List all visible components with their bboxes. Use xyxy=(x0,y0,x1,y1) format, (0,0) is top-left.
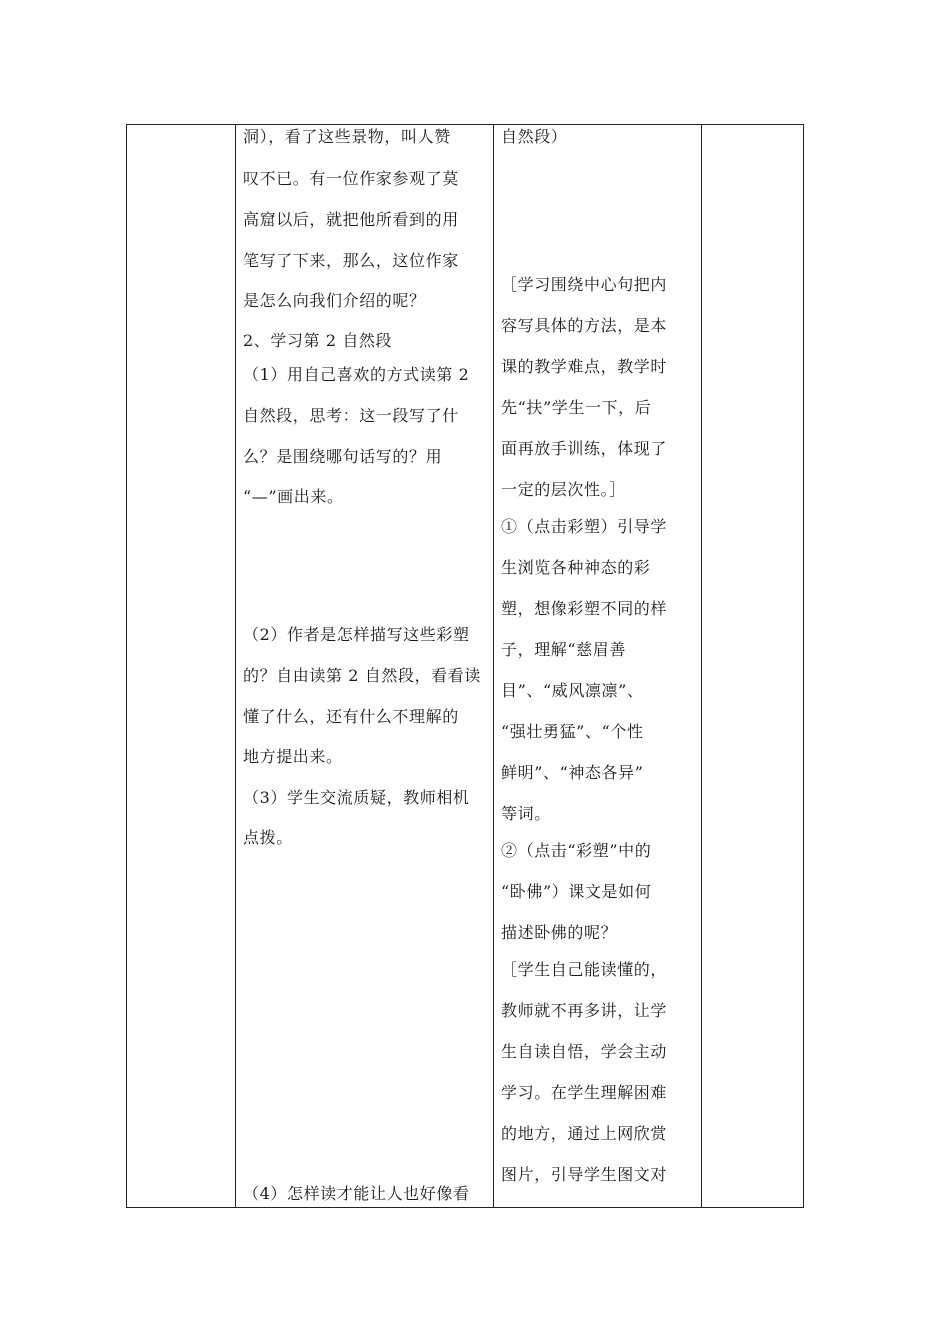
text-line: 叹不已。有一位作家参观了莫 xyxy=(243,169,459,188)
text-line: 自然段，思考：这一段写了什 xyxy=(243,406,459,425)
text-line: 生自读自悟，学会主动 xyxy=(501,1042,668,1061)
text-line: 塑，想像彩塑不同的样 xyxy=(501,599,668,618)
text-line: 教师就不再多讲，让学 xyxy=(501,1001,668,1020)
text-line: 的地方，通过上网欣赏 xyxy=(501,1124,668,1143)
text-line: ①（点击彩塑）引导学 xyxy=(501,517,668,536)
text-line: 高窟以后，就把他所看到的用 xyxy=(243,210,459,229)
column-divider xyxy=(701,125,702,1207)
text-line: 懂了什么，还有什么不理解的 xyxy=(243,707,459,726)
text-line: 是怎么向我们介绍的呢？ xyxy=(243,291,426,310)
text-line: 一定的层次性。］ xyxy=(501,480,626,499)
text-line: 么？是围绕哪句话写的？用 xyxy=(243,447,443,466)
text-line: 描述卧佛的呢？ xyxy=(501,923,618,942)
text-line: 笔写了下来，那么，这位作家 xyxy=(243,251,459,270)
text-line: 的？自由读第 2 自然段，看看读 xyxy=(243,666,481,685)
text-line: ②（点击“彩塑”中的 xyxy=(501,841,652,860)
text-line: 容写具体的方法，是本 xyxy=(501,316,668,335)
text-line: 子，理解“慈眉善 xyxy=(501,640,626,659)
text-line: 自然段） xyxy=(501,127,568,146)
text-line: 生浏览各种神态的彩 xyxy=(501,558,651,577)
text-line: 地方提出来。 xyxy=(243,747,343,766)
text-line: 鲜明”、“神态各异” xyxy=(501,763,644,782)
text-line: ［学习围绕中心句把内 xyxy=(501,275,668,294)
lesson-plan-table xyxy=(126,124,804,1208)
text-line: 2、学习第 2 自然段 xyxy=(243,331,393,350)
text-line: 课的教学难点，教学时 xyxy=(501,357,668,376)
text-line: 点拨。 xyxy=(243,828,293,847)
text-line: 面再放手训练，体现了 xyxy=(501,439,668,458)
text-line: （1）用自己喜欢的方式读第 2 xyxy=(243,365,470,384)
text-line: ［学生自己能读懂的， xyxy=(501,960,668,979)
text-line: 图片，引导学生图文对 xyxy=(501,1165,668,1184)
text-line: 目”、“威风凛凛”、 xyxy=(501,681,644,700)
text-line: （3）学生交流质疑，教师相机 xyxy=(243,788,470,807)
text-line: （2）作者是怎样描写这些彩塑 xyxy=(243,625,470,644)
column-divider xyxy=(493,125,494,1207)
text-line: 学习。在学生理解困难 xyxy=(501,1083,668,1102)
text-line: “—”画出来。 xyxy=(243,487,344,506)
text-line: “卧佛”）课文是如何 xyxy=(501,882,652,901)
text-line: “强壮勇猛”、“个性 xyxy=(501,722,644,741)
column-divider xyxy=(235,125,236,1207)
text-line: 洞），看了这些景物，叫人赞 xyxy=(243,127,451,146)
text-line: 等词。 xyxy=(501,804,551,823)
text-line: （4）怎样读才能让人也好像看 xyxy=(243,1184,470,1203)
text-line: 先“扶”学生一下，后 xyxy=(501,398,652,417)
